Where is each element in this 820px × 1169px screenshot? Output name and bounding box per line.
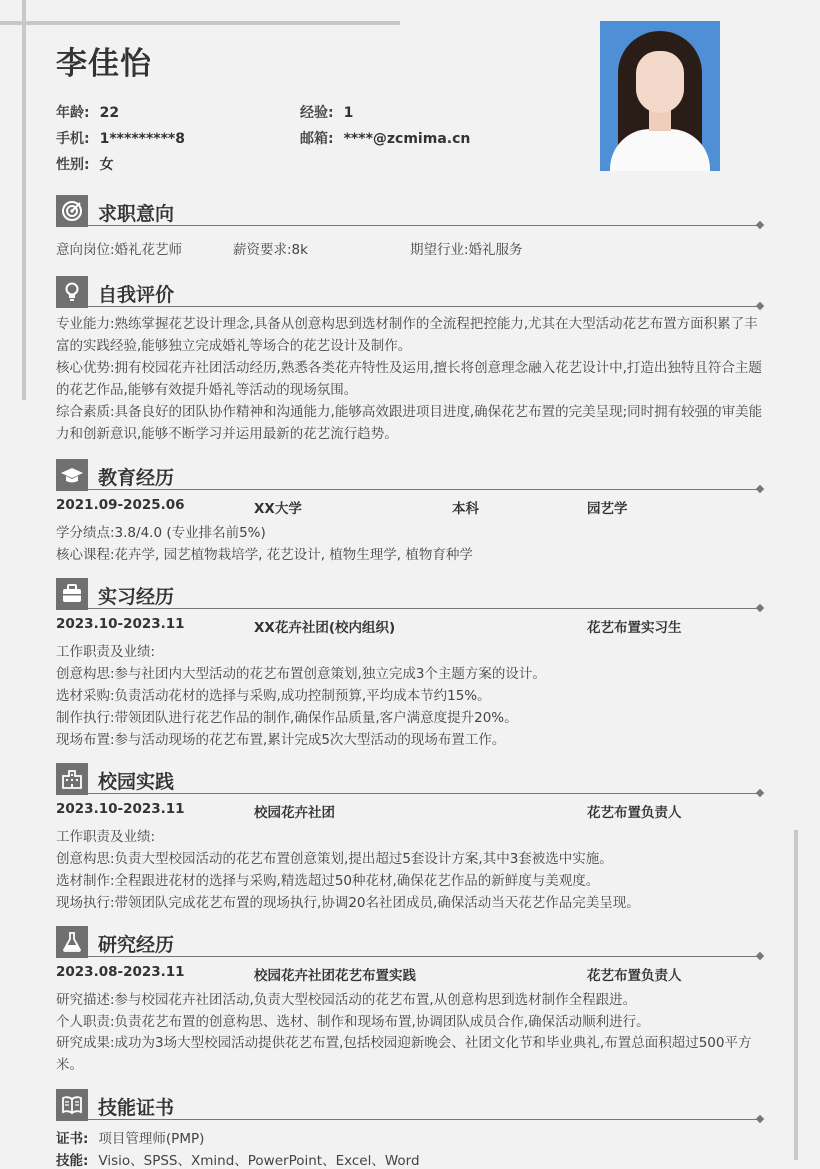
decorative-top-bar (0, 21, 400, 25)
self-eval-paragraph: 核心优势:拥有校园花卉社团活动经历,熟悉各类花卉特性及运用,擅长将创意理念融入花艺设计中,打造出独特且符合主题的花艺作品,能够有效提升婚礼等活动的现场氛围。 (56, 360, 762, 398)
research-line: 研究成果:成功为3场大型校园活动提供花艺布置,包括校园迎新晚会、社团文化节和毕业典礼,布置总面积超过500平方米。 (56, 1035, 752, 1073)
section-research (56, 926, 766, 958)
certificate-line: 证书: 项目管理师(PMP) (56, 1131, 205, 1147)
gpa-line: 学分绩点:3.8/4.0 (专业排名前5%) (56, 525, 266, 541)
building-icon (56, 763, 88, 795)
decorative-right-bar (794, 830, 798, 1160)
campus-line: 工作职责及业绩: (56, 829, 156, 845)
internship-line: 工作职责及业绩: (56, 644, 156, 660)
internship-org: XX花卉社团(校内组织) (254, 620, 396, 636)
section-campus-practice (56, 763, 766, 795)
section-job-intent (56, 195, 766, 227)
research-header-row (56, 964, 768, 986)
internship-line: 制作执行:带领团队进行花艺作品的制作,确保作品质量,客户满意度提升20%。 (56, 710, 518, 726)
campus-org: 校园花卉社团 (254, 805, 335, 821)
self-eval-paragraph: 专业能力:熟练掌握花艺设计理念,具备从创意构思到选材制作的全流程把控能力,尤其在大型活动花艺布置方面积累了丰富的实践经验,能够独立完成婚礼等场合的花艺设计及制作。 (56, 316, 758, 354)
section-internship (56, 578, 766, 610)
internship-role: 花艺布置实习生 (587, 620, 682, 636)
courses-line: 核心课程:花卉学, 园艺植物栽培学, 花艺设计, 植物生理学, 植物育种学 (56, 547, 473, 563)
campus-header-row (56, 801, 768, 823)
education-dates: 2021.09-2025.06 (56, 497, 185, 513)
school-name: XX大学 (254, 501, 302, 517)
campus-line: 选材制作:全程跟进花材的选择与采购,精选超过50种花材,确保花艺作品的新鲜度与美观度。 (56, 873, 600, 889)
research-role: 花艺布置负责人 (587, 968, 682, 984)
desired-salary: 薪资要求:8k (233, 242, 308, 258)
internship-dates: 2023.10-2023.11 (56, 616, 185, 632)
internship-header-row (56, 616, 768, 638)
research-line: 个人职责:负责花艺布置的创意构思、选材、制作和现场布置,协调团队成员合作,确保活动顺利进行。 (56, 1014, 650, 1030)
campus-role: 花艺布置负责人 (587, 805, 682, 821)
profile-photo (600, 21, 720, 171)
section-title: 技能证书 (98, 1097, 175, 1119)
campus-line: 创意构思:负责大型校园活动的花艺布置创意策划,提出超过5套设计方案,其中3套被选中实施。 (56, 851, 613, 867)
section-self-evaluation (56, 276, 766, 308)
research-project: 校园花卉社团花艺布置实践 (254, 968, 416, 984)
candidate-name: 李佳怡 (56, 46, 152, 82)
section-title: 自我评价 (98, 284, 175, 306)
campus-dates: 2023.10-2023.11 (56, 801, 185, 817)
section-title: 研究经历 (98, 934, 175, 956)
degree: 本科 (452, 501, 479, 517)
internship-line: 现场布置:参与活动现场的花艺布置,累计完成5次大型活动的现场布置工作。 (56, 732, 506, 748)
section-title: 实习经历 (98, 586, 175, 608)
section-skills (56, 1089, 766, 1121)
section-title: 校园实践 (98, 771, 175, 793)
decorative-left-bar (22, 0, 26, 400)
phone-field: 手机: 1*********8 (56, 131, 185, 147)
research-line: 研究描述:参与校园花卉社团活动,负责大型校园活动的花艺布置,从创意构思到选材制作全程跟进。 (56, 992, 637, 1008)
gender-field: 性别: 女 (56, 157, 114, 173)
major: 园艺学 (587, 501, 628, 517)
desired-industry: 期望行业:婚礼服务 (410, 242, 523, 258)
graduation-cap-icon (56, 459, 88, 491)
campus-line: 现场执行:带领团队完成花艺布置的现场执行,协调20名社团成员,确保活动当天花艺作品完美呈现。 (56, 895, 640, 911)
desired-position: 意向岗位:婚礼花艺师 (56, 242, 183, 258)
email-field: 邮箱: ****@zcmima.cn (300, 131, 471, 147)
experience-field: 经验: 1 (300, 105, 354, 121)
target-icon (56, 195, 88, 227)
internship-line: 选材采购:负责活动花材的选择与采购,成功控制预算,平均成本节约15%。 (56, 688, 491, 704)
education-header-row (56, 497, 768, 519)
briefcase-icon (56, 578, 88, 610)
self-eval-paragraph: 综合素质:具备良好的团队协作精神和沟通能力,能够高效跟进项目进度,确保花艺布置的完美呈现;同时拥有较强的审美能力和创新意识,能够不断学习并运用最新的花艺流行趋势。 (56, 404, 763, 442)
skills-line: 技能: Visio、SPSS、Xmind、PowerPoint、Excel、Word (56, 1153, 420, 1169)
section-education (56, 459, 766, 491)
internship-line: 创意构思:参与社团内大型活动的花艺布置创意策划,独立完成3个主题方案的设计。 (56, 666, 546, 682)
lightbulb-icon (56, 276, 88, 308)
age-field: 年龄: 22 (56, 105, 120, 121)
section-title: 教育经历 (98, 467, 175, 489)
research-dates: 2023.08-2023.11 (56, 964, 185, 980)
flask-icon (56, 926, 88, 958)
section-title: 求职意向 (98, 203, 175, 225)
book-icon (56, 1089, 88, 1121)
